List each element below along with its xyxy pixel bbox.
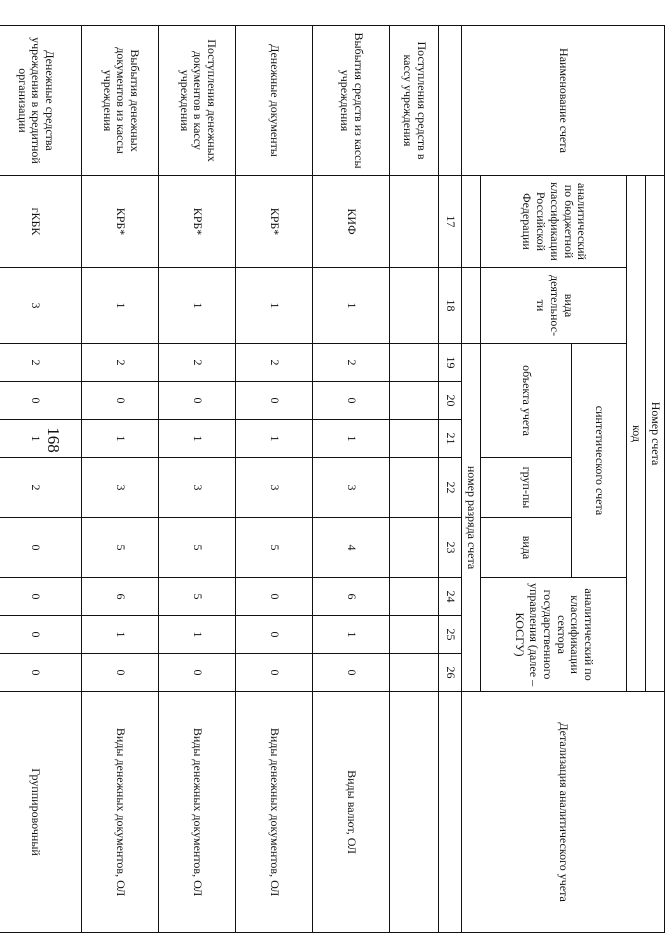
account-name-cell: Денежные средства учреждения в кредитной организации xyxy=(0,26,82,176)
header-groups: груп-пы xyxy=(481,458,572,518)
value-cell xyxy=(390,578,439,616)
value-cell: 0 xyxy=(0,518,82,578)
value-cell: 3 xyxy=(313,458,390,518)
value-cell: 1 xyxy=(313,420,390,458)
value-cell xyxy=(390,616,439,654)
value-cell: 1 xyxy=(0,420,82,458)
value-cell: 1 xyxy=(82,420,159,458)
value-cell: 0 xyxy=(0,382,82,420)
header-analytic-kosgu: аналитический по классификации сектора государственного управления (далее – КОСГУ) xyxy=(481,578,627,692)
value-cell: 1 xyxy=(159,616,236,654)
digit-number-cell: 23 xyxy=(439,518,462,578)
page-number: 168 xyxy=(44,427,63,453)
value-cell: 2 xyxy=(0,344,82,382)
digit-number-cell xyxy=(439,26,462,176)
value-cell: 0 xyxy=(159,654,236,692)
value-cell: 0 xyxy=(0,616,82,654)
account-name-cell: Выбытия средств из кассы учреждения xyxy=(313,26,390,176)
digit-number-cell: 19 xyxy=(439,344,462,382)
digit-number-cell: 20 xyxy=(439,382,462,420)
value-cell: 2 xyxy=(0,458,82,518)
value-cell: 0 xyxy=(82,654,159,692)
header-synthetic: синтетического счета xyxy=(572,344,627,578)
value-cell xyxy=(390,420,439,458)
value-cell: 0 xyxy=(236,578,313,616)
value-cell: 0 xyxy=(0,654,82,692)
header-blank xyxy=(462,268,481,344)
value-cell: 0 xyxy=(313,382,390,420)
digit-number-cell: 18 xyxy=(439,268,462,344)
value-cell xyxy=(390,518,439,578)
value-cell: 5 xyxy=(159,518,236,578)
value-cell: 0 xyxy=(82,382,159,420)
detail-cell: Виды денежных документов, ОЛ xyxy=(159,692,236,933)
value-cell: 4 xyxy=(313,518,390,578)
value-cell: 1 xyxy=(236,420,313,458)
value-cell: 1 xyxy=(313,616,390,654)
account-name-cell: Денежные документы xyxy=(236,26,313,176)
table-row xyxy=(390,26,439,933)
value-cell: 3 xyxy=(82,458,159,518)
header-object: объекта учета xyxy=(481,344,572,458)
value-cell xyxy=(390,268,439,344)
value-cell: 1 xyxy=(159,268,236,344)
account-name-cell: Поступления средств в кассу учреждения xyxy=(390,26,439,176)
detail-cell xyxy=(390,692,439,933)
detail-cell: Группировочный xyxy=(0,692,82,933)
digit-number-row xyxy=(439,26,462,933)
value-cell: гКБК xyxy=(0,176,82,268)
value-cell: 0 xyxy=(236,654,313,692)
header-code: код xyxy=(627,176,646,692)
value-cell: 3 xyxy=(0,268,82,344)
table-row xyxy=(236,26,313,933)
value-cell: 1 xyxy=(159,420,236,458)
value-cell: 1 xyxy=(82,268,159,344)
header-detail-col: Детализация аналитического учета xyxy=(462,692,665,933)
value-cell: 3 xyxy=(236,458,313,518)
header-account-number: Номер счета xyxy=(646,176,665,692)
value-cell: 6 xyxy=(313,578,390,616)
value-cell: 5 xyxy=(236,518,313,578)
digit-number-cell: 25 xyxy=(439,616,462,654)
digit-number-cell: 17 xyxy=(439,176,462,268)
value-cell: 0 xyxy=(159,382,236,420)
value-cell: 0 xyxy=(313,654,390,692)
value-cell xyxy=(390,458,439,518)
value-cell: 1 xyxy=(313,268,390,344)
value-cell: КРБ* xyxy=(159,176,236,268)
value-cell: 0 xyxy=(236,382,313,420)
value-cell: 2 xyxy=(82,344,159,382)
detail-cell: Виды валют, ОЛ xyxy=(313,692,390,933)
value-cell: 5 xyxy=(159,578,236,616)
digit-number-cell: 22 xyxy=(439,458,462,518)
digit-number-cell: 21 xyxy=(439,420,462,458)
header-analytic-budget: аналитический по бюджетной классификации Российской Федерации xyxy=(481,176,627,268)
value-cell xyxy=(390,382,439,420)
value-cell: 2 xyxy=(159,344,236,382)
account-name-cell: Выбытия денежных документов из кассы учреждения xyxy=(82,26,159,176)
detail-cell: Виды денежных документов, ОЛ xyxy=(236,692,313,933)
value-cell: 2 xyxy=(313,344,390,382)
digit-number-cell: 26 xyxy=(439,654,462,692)
account-name-cell: Поступления денежных документов в кассу учреждения xyxy=(159,26,236,176)
value-cell: 6 xyxy=(82,578,159,616)
table-row xyxy=(313,26,390,933)
accounts-table xyxy=(0,25,665,933)
header-digit-number: номер разряда счета xyxy=(462,344,481,692)
value-cell: 0 xyxy=(236,616,313,654)
table-row xyxy=(159,26,236,933)
value-cell xyxy=(390,176,439,268)
value-cell: 5 xyxy=(82,518,159,578)
value-cell xyxy=(390,654,439,692)
value-cell: 0 xyxy=(0,578,82,616)
value-cell: 3 xyxy=(159,458,236,518)
value-cell: 2 xyxy=(236,344,313,382)
value-cell: КРБ* xyxy=(236,176,313,268)
digit-number-cell: 24 xyxy=(439,578,462,616)
header-name-col: Наименование счета xyxy=(462,26,665,176)
header-blank xyxy=(462,176,481,268)
header-activity-type: вида деятельнос-ти xyxy=(481,268,627,344)
value-cell: 1 xyxy=(236,268,313,344)
table-row xyxy=(0,26,82,933)
header-kind: вида xyxy=(481,518,572,578)
value-cell: 1 xyxy=(82,616,159,654)
value-cell: КРБ* xyxy=(82,176,159,268)
value-cell xyxy=(390,344,439,382)
digit-number-cell xyxy=(439,692,462,933)
table-row xyxy=(82,26,159,933)
value-cell: КИФ xyxy=(313,176,390,268)
detail-cell: Виды денежных документов, ОЛ xyxy=(82,692,159,933)
